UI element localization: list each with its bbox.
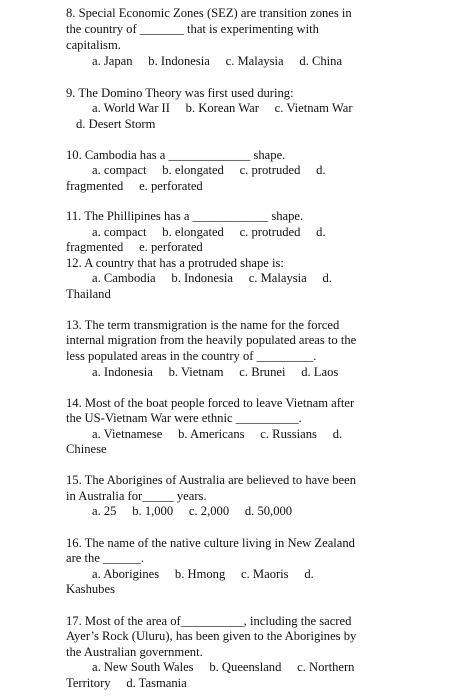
question-8-options: a. Japan b. Indonesia c. Malaysia d. China	[92, 54, 343, 68]
question-8-line-2: the country of _______ that is experimenting with	[66, 22, 319, 36]
question-10-line-1: 10. Cambodia has a _____________ shape.	[66, 148, 286, 162]
question-16-options: a. Aborigines b. Hmong c. Maoris d.	[92, 567, 314, 581]
question-13-line-3: less populated areas in the country of _________.	[66, 349, 317, 363]
question-15-line-1: 15. The Aborigines of Australia are believed to have been	[66, 473, 357, 487]
question-15-line-2: in Australia for_____ years.	[66, 489, 207, 503]
question-17-line-1: 17. Most of the area of__________, including the sacred	[66, 614, 352, 628]
question-13-line-2: internal migration from the heavily populated areas to the	[66, 333, 357, 347]
question-10-options: a. compact b. elongated c. protruded d.	[92, 163, 326, 177]
question-17-line-3: the Australian government.	[66, 645, 203, 659]
question-16-options-continued: Kashubes	[66, 582, 115, 596]
question-11-options-continued: fragmented e. perforated	[66, 240, 203, 254]
question-9-line-1: 9. The Domino Theory was first used during:	[66, 86, 294, 100]
question-12-line-1: 12. A country that has a protruded shape is:	[66, 256, 284, 270]
question-10-options-continued: fragmented e. perforated	[66, 179, 203, 193]
question-8-line-1: 8. Special Economic Zones (SEZ) are transition zones in	[66, 6, 352, 20]
question-14-line-2: the US-Vietnam War were ethnic __________.	[66, 411, 302, 425]
question-17-options-continued: Territory d. Tasmania	[66, 676, 187, 690]
question-12-options: a. Cambodia b. Indonesia c. Malaysia d.	[92, 271, 332, 285]
question-15-options: a. 25 b. 1,000 c. 2,000 d. 50,000	[92, 504, 293, 518]
question-9-options-continued: d. Desert Storm	[76, 117, 156, 131]
question-14-line-1: 14. Most of the boat people forced to leave Vietnam after	[66, 396, 355, 410]
question-13-options: a. Indonesia b. Vietnam c. Brunei d. Laos	[92, 365, 339, 379]
question-9-options: a. World War II b. Korean War c. Vietnam War	[92, 101, 353, 115]
question-8-line-3: capitalism.	[66, 38, 121, 52]
question-11-line-1: 11. The Phillipines has a ____________ shape.	[66, 209, 304, 223]
question-17-line-2: Ayer’s Rock (Uluru), has been given to the Aborigines by	[66, 629, 357, 643]
question-17-options: a. New South Wales b. Queensland c. Northern	[92, 660, 355, 674]
question-12-options-continued: Thailand	[66, 287, 111, 301]
question-16-line-1: 16. The name of the native culture living in New Zealand	[66, 536, 355, 550]
question-14-options: a. Vietnamese b. Americans c. Russians d.	[92, 427, 343, 441]
question-13-line-1: 13. The term transmigration is the name for the forced	[66, 318, 340, 332]
question-11-options: a. compact b. elongated c. protruded d.	[92, 225, 326, 239]
question-14-options-continued: Chinese	[66, 442, 107, 456]
question-16-line-2: are the ______.	[66, 551, 144, 565]
